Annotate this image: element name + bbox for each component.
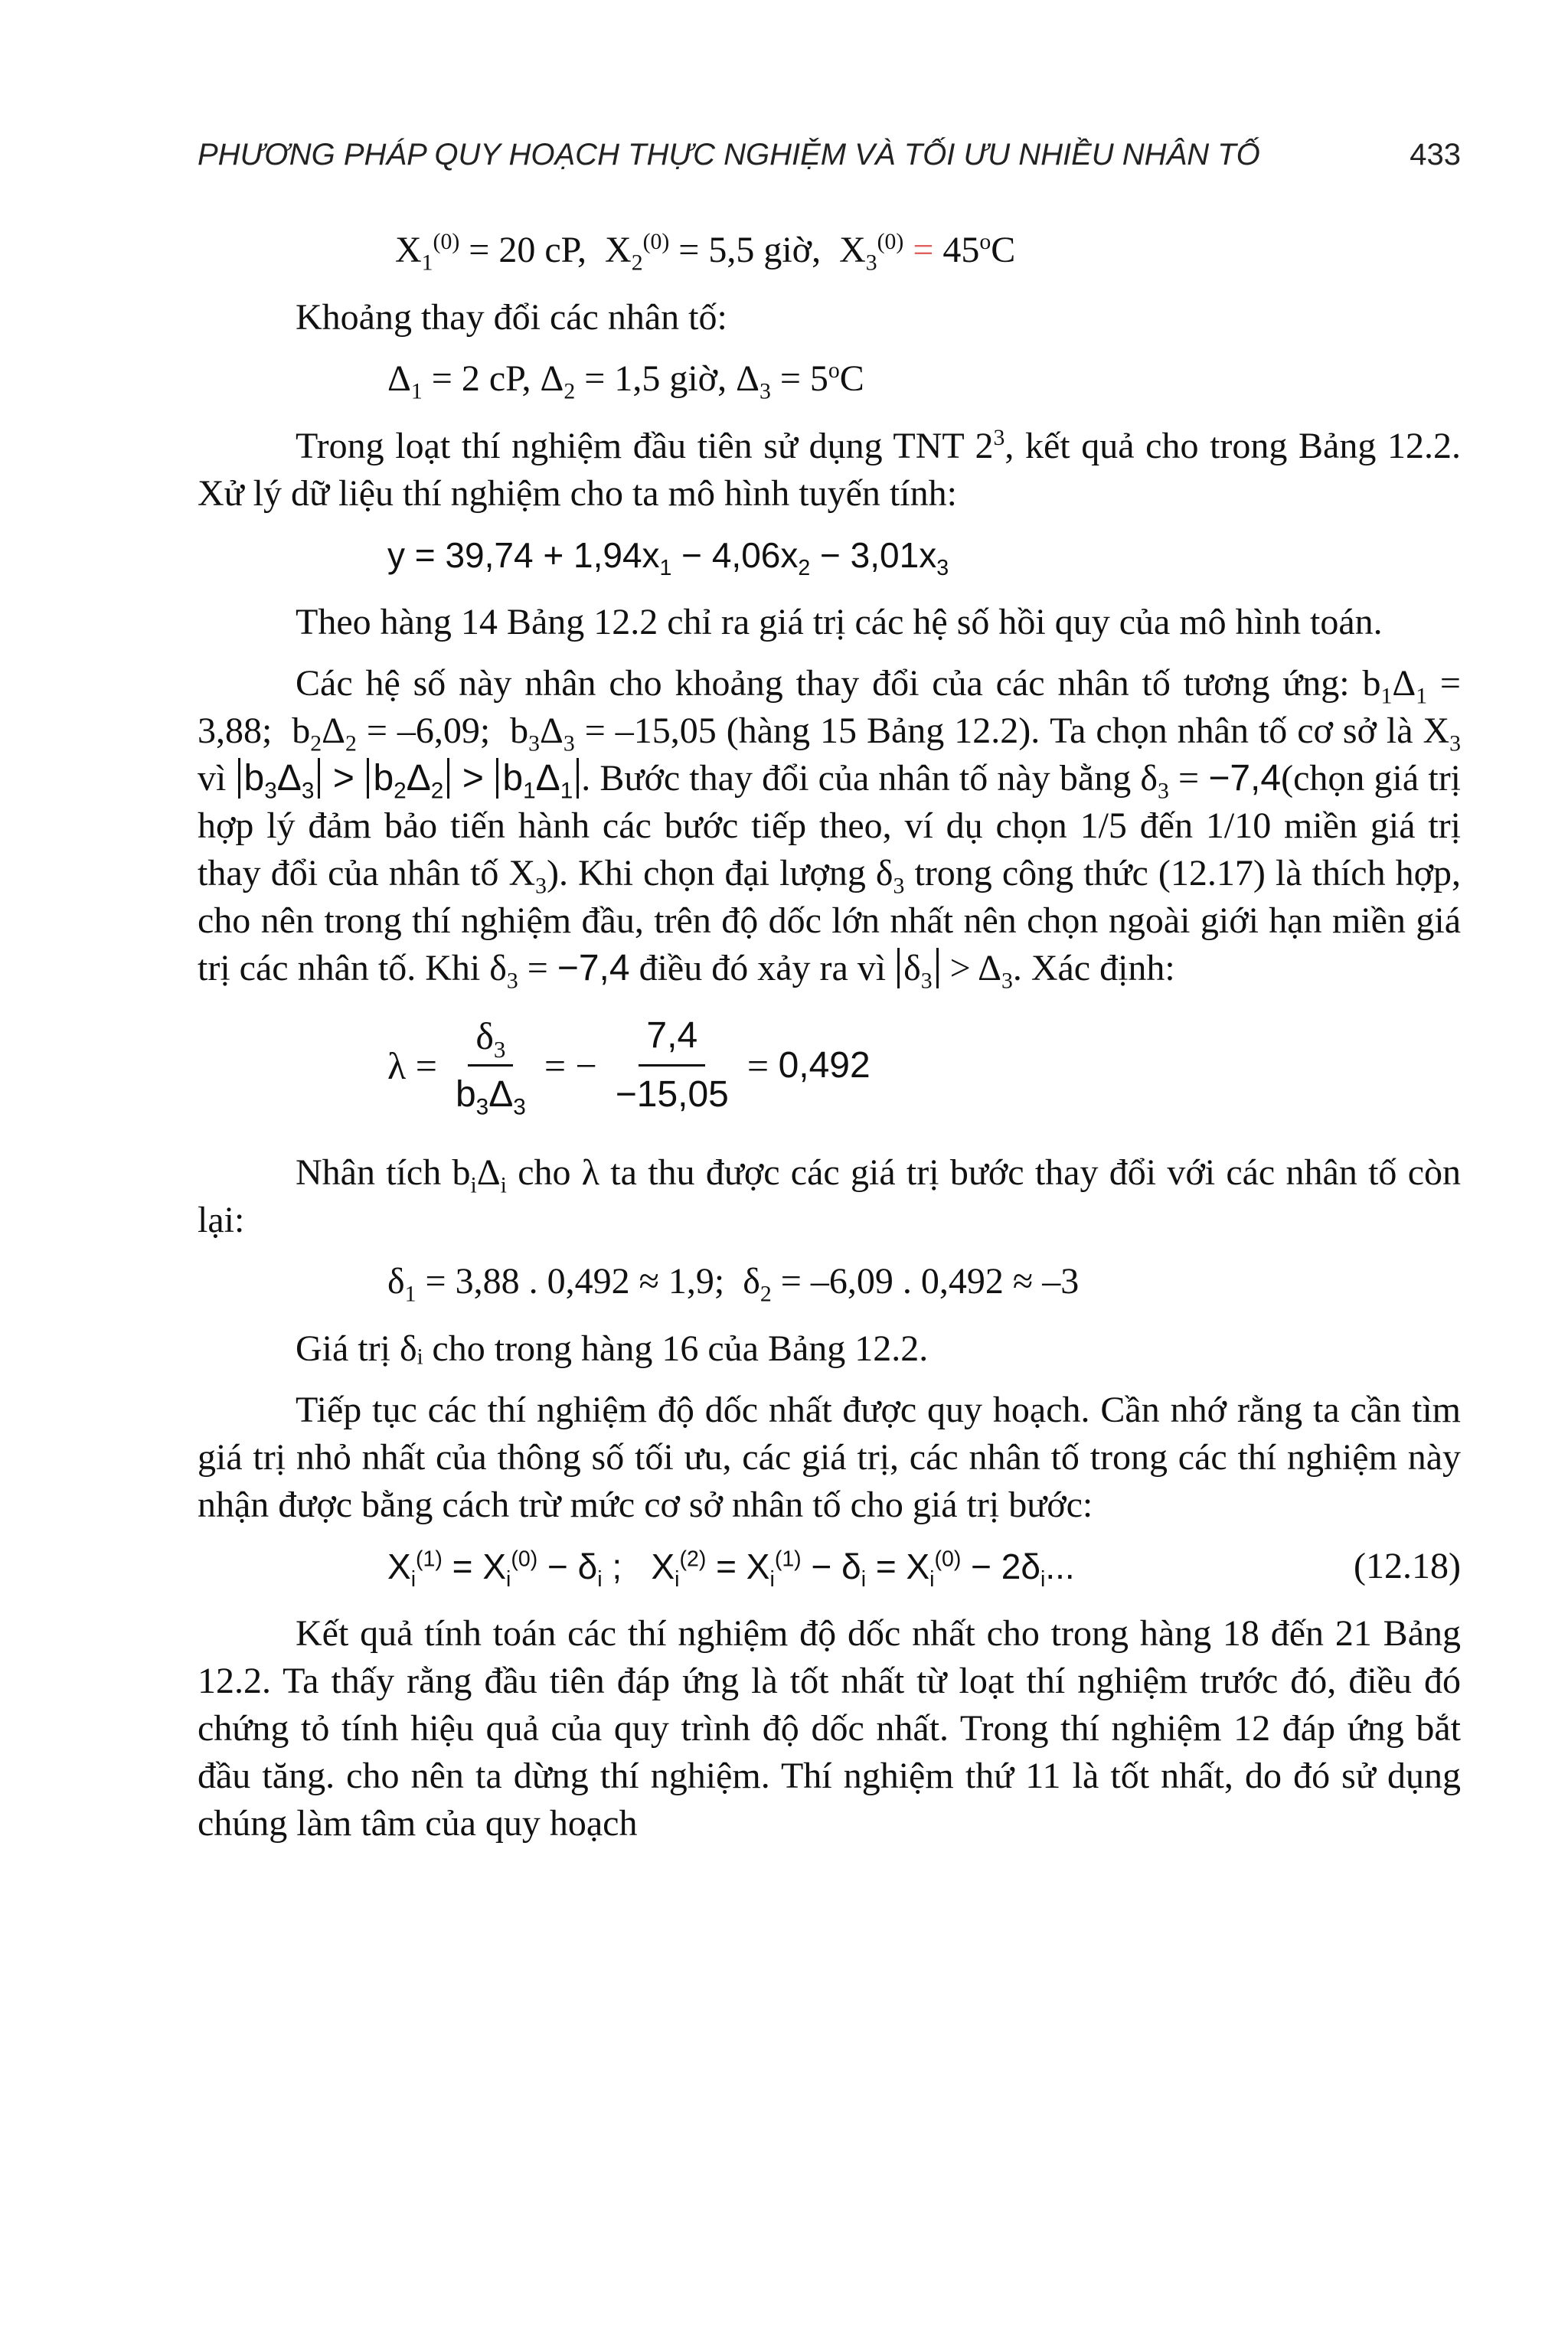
equation-base-levels: $X_1^{(0)} = 20$ cP, $X_2^{(0)} = 5,5$ giờ, $X_3^{(0)} = 45^oC$ bbox=[395, 229, 1016, 276]
paragraph-row14: Theo hàng 14 Bảng 12.2 chỉ ra giá trị các hệ số hồi quy của mô hình toán. bbox=[296, 602, 1383, 642]
equation-12-18: $X_i^{(1)} = X_i^{(0)} - \delta_i$ ; $X_i^{(2)} = X_i^{(1)} - \delta_i = X_i^{(0)} - 2\delta_i$... (12.18) bbox=[198, 1543, 1461, 1590]
equation-lambda: λ = $\frac{\delta_3}{b_3\Delta_3}$ = − $\frac{7,4}{-15,05}$ = 0,492 bbox=[198, 1012, 1461, 1119]
equation-number: (12.18) bbox=[1354, 1546, 1461, 1586]
fraction-delta-over-b: $\frac{\delta_3}{b_3\Delta_3}$ bbox=[448, 1012, 534, 1119]
page-number: 433 bbox=[1410, 137, 1461, 172]
paragraph-row16: Giá trị δᵢ cho trong hàng 16 của Bảng 12.2. bbox=[296, 1328, 929, 1369]
paragraph-results: Kết quả tính toán các thí nghiệm độ dốc nhất cho trong hàng 18 đến 21 Bảng 12.2. Ta thấy rằng đầu tiên đáp ứng là tốt nhất từ loạt thí nghiệm trước đó, điều đó chứng tỏ tính hiệu quả của quy trình độ dốc nhất. Trong thí nghiệm 12 đáp ứng bắt đầu tăng. cho nên ta dừng thí nghiệm. Thí nghiệm thứ 11 là tốt nhất, do đó sử dụng chúng làm tâm của quy hoạch bbox=[198, 1613, 1461, 1844]
paragraph-ranges-intro: Khoảng thay đổi các nhân tố: bbox=[296, 297, 727, 338]
header-title: PHƯƠNG PHÁP QUY HOẠCH THỰC NGHIỆM VÀ TỐI ƯU NHIỀU NHÂN TỐ bbox=[198, 137, 1260, 172]
equation-linear-model: $y = 39,74 + 1,94x_1 - 4,06x_2 - 3,01x_3$ bbox=[387, 535, 949, 581]
fraction-values: $\frac{7,4}{-15,05}$ bbox=[608, 1012, 737, 1119]
running-header bbox=[198, 132, 1461, 178]
equation-steps: $\delta_1 = 3,88$ . 0,492 ≈ 1,9; $\delta_2 = -6,09$ . 0,492 ≈ –3 bbox=[387, 1261, 1080, 1307]
paragraph-first-series: Trong loạt thí nghiệm đầu tiên sử dụng TNT $2^3$, kết quả cho trong Bảng 12.2. Xử lý dữ liệu thí nghiệm cho ta mô hình tuyến tính: bbox=[198, 425, 1461, 514]
paragraph-step-values: Nhân tích $b_i\Delta_i$ cho λ ta thu được các giá trị bước thay đổi với các nhân tố còn lại: bbox=[198, 1152, 1462, 1240]
body-text bbox=[198, 216, 1461, 1861]
paragraph-coefficients: Các hệ số này nhân cho khoảng thay đổi của các nhân tố tương ứng: $b_1\Delta_1 = 3,88$; $b_2\Delta_2 = -6,09$; $b_3\Delta_3 = -15,05$ (hàng 15 Bảng 12.2). Ta chọn nhân tố cơ sở là $X_3$ vì $b_3\Delta_3 > b_2\Delta_2 > b_1\Delta_1$ . Bước thay đổi của nhân tố này bằng $\delta_3$ = −7,4(chọn giá trị hợp lý đảm bảo tiến hành các bước tiếp theo, ví dụ chọn 1/5 đến 1/10 miền giá trị thay đổi của nhân tố $X_3$). Khi chọn đại lượng $\delta_3$ trong công thức (12.17) là thích hợp, cho nên trong thí nghiệm đầu, trên độ dốc lớn nhất nên chọn ngoài giới hạn miền giá trị các nhân tố. Khi $\delta_3 = -7,4$ điều đó xảy ra vì $\delta_3 > \Delta_3$. Xác định: bbox=[198, 663, 1462, 994]
paragraph-steepest-ascent: Tiếp tục các thí nghiệm độ dốc nhất được quy hoạch. Cần nhớ rằng ta cần tìm giá trị nhỏ nhất của thông số tối ưu, các giá trị, các nhân tố trong các thí nghiệm này nhận được bằng cách trừ mức cơ sở nhân tố cho giá trị bước: bbox=[198, 1390, 1461, 1525]
equation-ranges: $\Delta_1 = 2$ cP, $\Delta_2 = 1,5$ giờ, $\Delta_3 = 5^oC$ bbox=[387, 358, 864, 404]
